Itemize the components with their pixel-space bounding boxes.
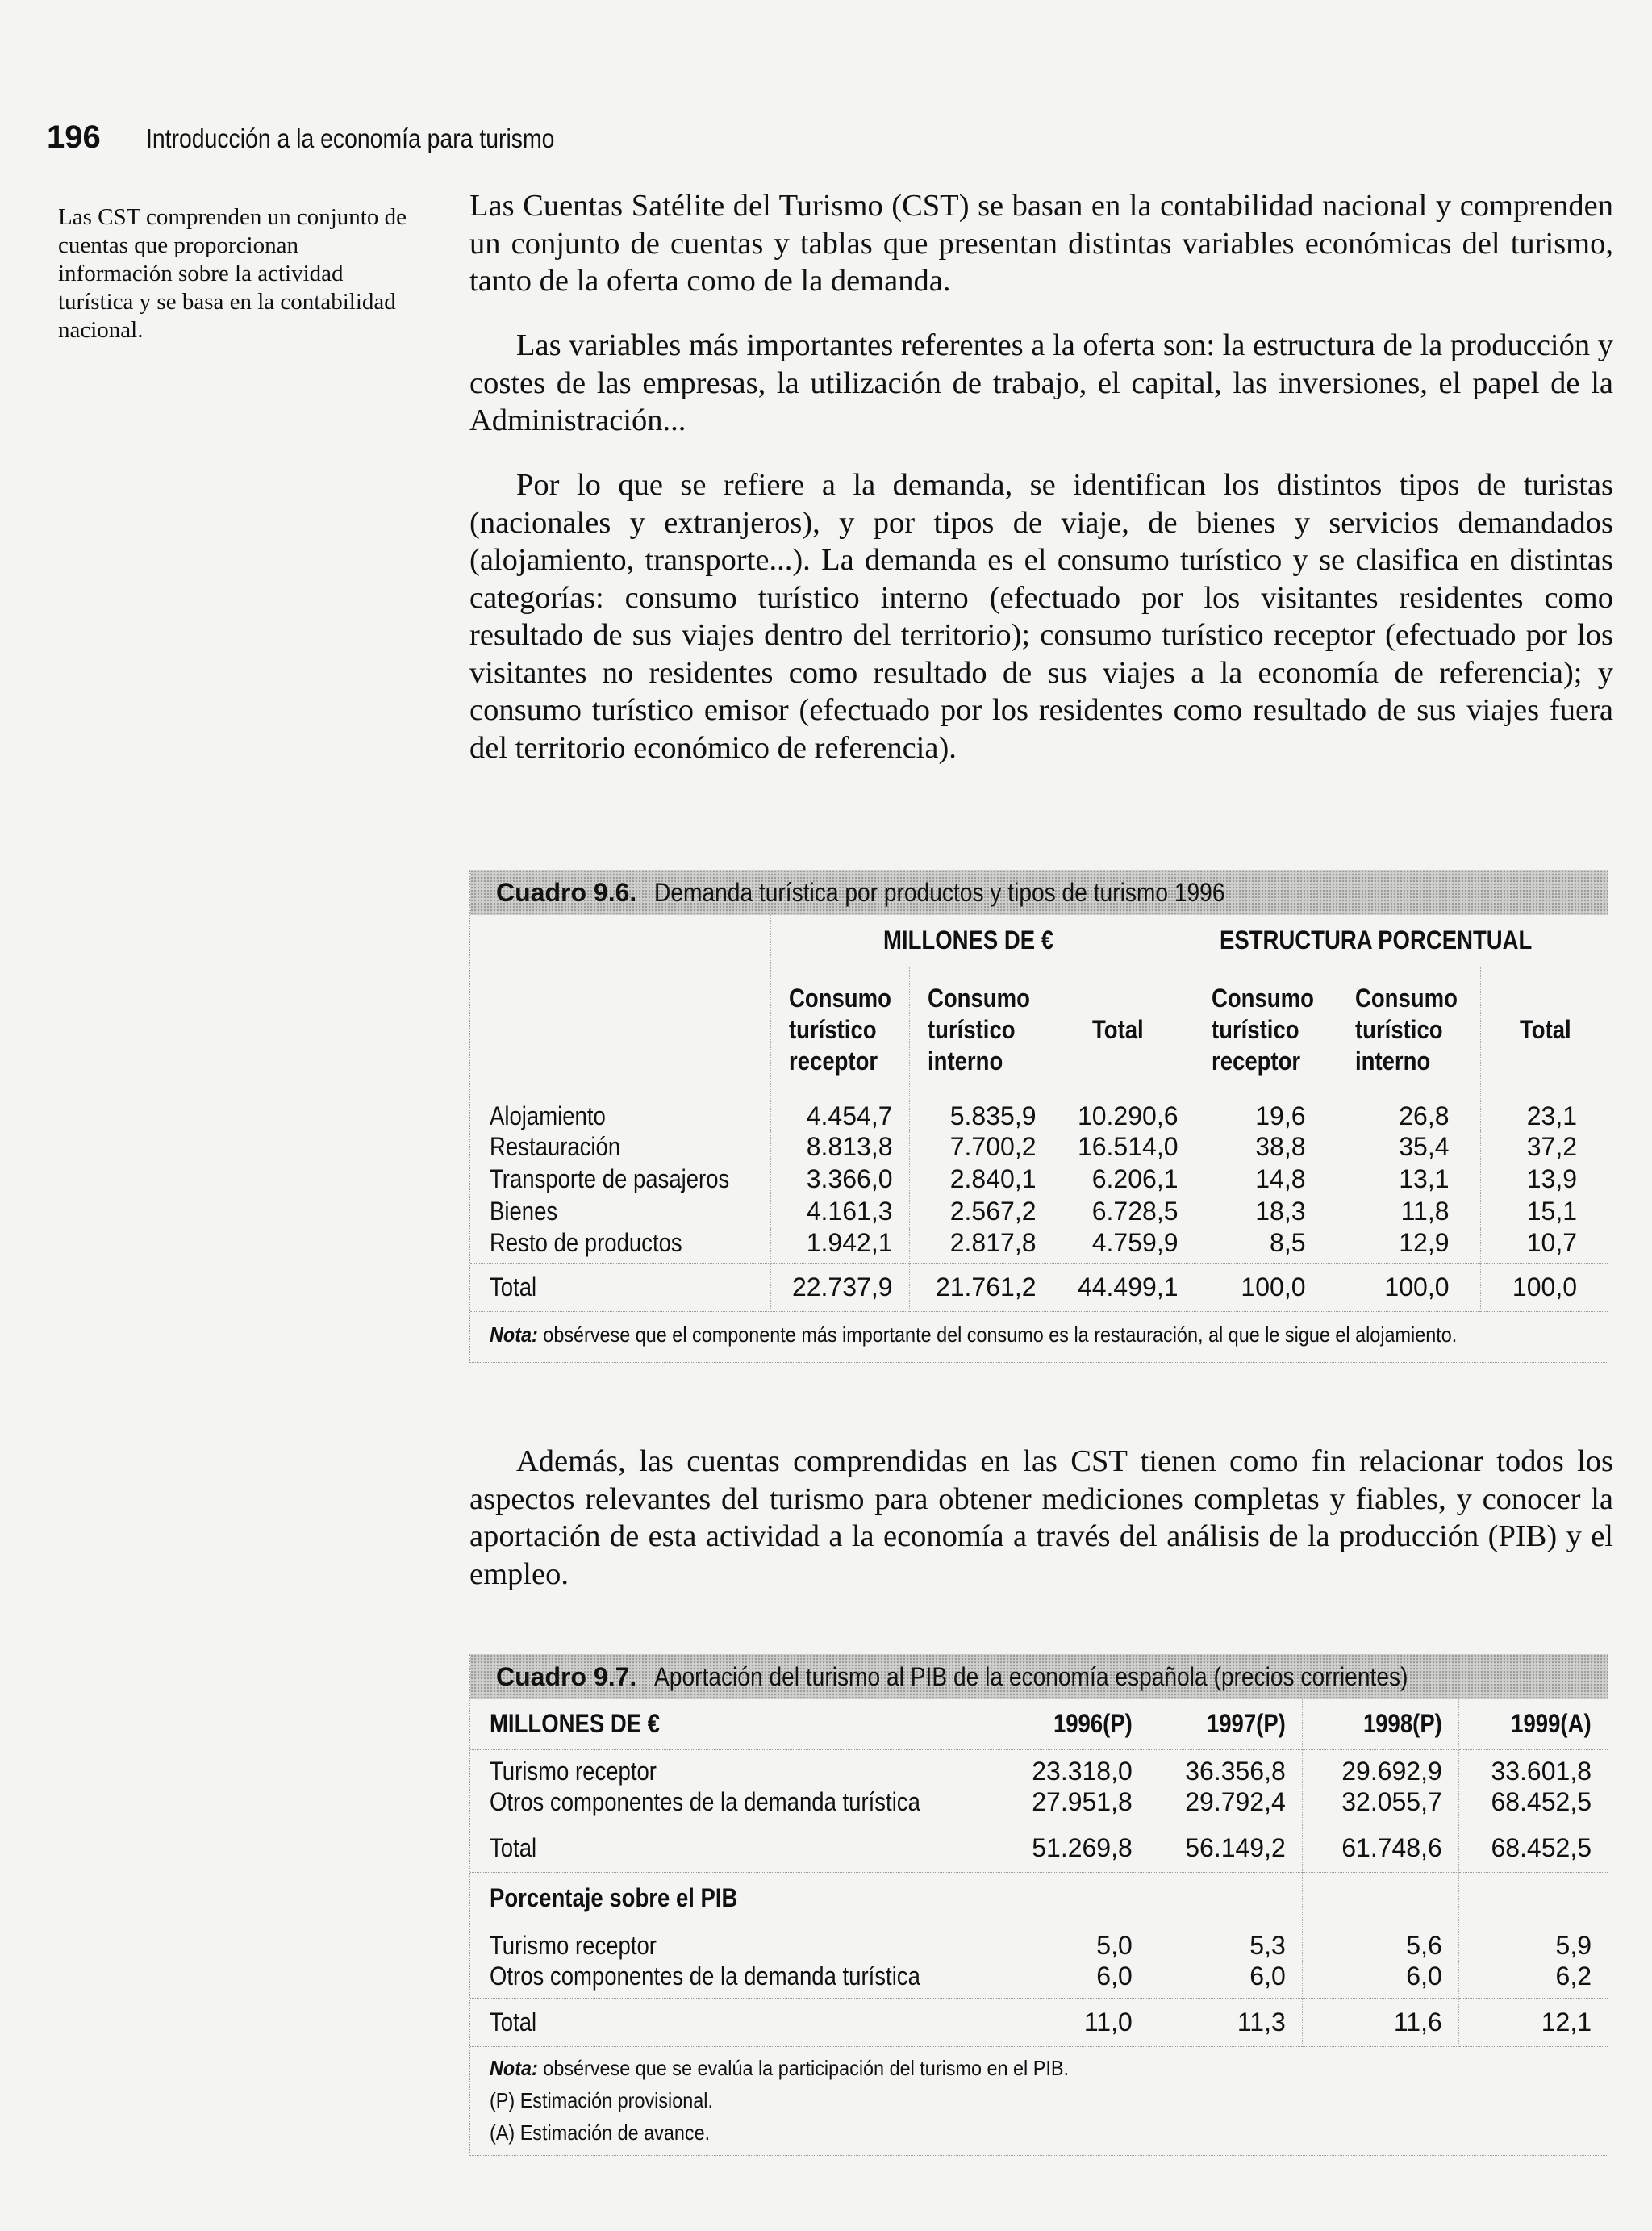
cell-value: 11,0	[991, 1998, 1149, 2046]
col-header-pct-total: Total	[1480, 967, 1608, 1093]
table-row	[470, 1961, 1608, 1998]
cell-value: 6.728,5	[1053, 1196, 1195, 1228]
cell-value: 6,0	[991, 1961, 1149, 1998]
row-label: Total	[470, 1824, 991, 1872]
cell-value: 11,8	[1337, 1196, 1480, 1228]
table-9-6-grid	[470, 915, 1608, 1362]
cell-value: 29.692,9	[1302, 1749, 1458, 1786]
cell-value: 56.149,2	[1149, 1824, 1302, 1872]
year-header: 1998(P)	[1302, 1699, 1458, 1749]
cell-value: 3.366,0	[770, 1164, 909, 1196]
row-label: Bienes	[490, 1197, 558, 1226]
cell-value: 16.514,0	[1053, 1131, 1195, 1164]
row-label: Otros componentes de la demanda turística	[490, 1962, 920, 1991]
cell-value: 5,9	[1458, 1924, 1608, 1961]
table-9-7-unit-header: MILLONES DE €	[490, 1709, 661, 1739]
cell-value: 100,0	[1195, 1264, 1337, 1312]
cell-value: 12,9	[1337, 1228, 1480, 1264]
table-total-row	[470, 1998, 1608, 2046]
table-9-6-label: Cuadro 9.6.	[496, 877, 637, 907]
cell-value: 10.290,6	[1053, 1093, 1195, 1131]
cell-value: 32.055,7	[1302, 1786, 1458, 1824]
cell-value: 6,2	[1458, 1961, 1608, 1998]
row-label: Turismo receptor	[470, 1749, 991, 1786]
year-header: 1997(P)	[1149, 1699, 1302, 1749]
cell-value: 23,1	[1480, 1093, 1608, 1131]
cell-value: 33.601,8	[1458, 1749, 1608, 1786]
cell-value: 2.840,1	[909, 1164, 1053, 1196]
table-9-6-title: Demanda turística por productos y tipos de turismo 1996	[654, 877, 1225, 907]
cell-value: 35,4	[1337, 1131, 1480, 1164]
cell-value: 11,3	[1149, 1998, 1302, 2046]
cell-value: 19,6	[1195, 1093, 1337, 1131]
table-9-7	[469, 1654, 1608, 2156]
cell-value: 61.748,6	[1302, 1824, 1458, 1872]
cell-value: 8,5	[1195, 1228, 1337, 1264]
year-header: 1999(A)	[1458, 1699, 1608, 1749]
row-label: Total	[470, 1998, 991, 2046]
table-row	[470, 1164, 1608, 1196]
table-9-7-title: Aportación del turismo al PIB de la economía española (precios corrientes)	[654, 1661, 1408, 1691]
cell-value: 38,8	[1195, 1131, 1337, 1164]
cell-value: 4.161,3	[770, 1196, 909, 1228]
cell-value: 100,0	[1480, 1264, 1608, 1312]
cell-value: 2.567,2	[909, 1196, 1053, 1228]
note-provisional: (P) Estimación provisional.	[490, 2087, 714, 2112]
cell-value: 7.700,2	[909, 1131, 1053, 1164]
note-avance: (A) Estimación de avance.	[490, 2120, 711, 2145]
running-title: Introducción a la economía para turismo	[145, 123, 555, 153]
page-header	[47, 119, 621, 160]
paragraph-aportacion: Además, las cuentas comprendidas en las CST tienen como fin relacionar todos los aspectos relevantes del turismo para obtener mediciones completas y fiables, y conocer la aportación de esta actividad a la economía a través del análisis de la producción (PIB) y el empleo.	[469, 1444, 1613, 1591]
year-header: 1996(P)	[991, 1699, 1149, 1749]
cell-value: 10,7	[1480, 1228, 1608, 1264]
pct-section-title: Porcentaje sobre el PIB	[470, 1872, 991, 1924]
row-label: Total	[470, 1264, 770, 1312]
table-9-6	[469, 870, 1608, 1363]
cell-value: 27.951,8	[991, 1786, 1149, 1824]
table-row	[470, 1093, 1608, 1131]
cell-value: 6,0	[1149, 1961, 1302, 1998]
paragraph-demanda: Por lo que se refiere a la demanda, se identifican los distintos tipos de turistas (nacionales y extranjeros), y por tipos de viaje, de bienes y servicios demandados (alojamiento, transporte...). La demanda es el consumo turístico y se clasifica en distintas categorías: consumo turístico interno (efectuado por los visitantes residentes como resultado de sus viajes dentro del territorio); consumo turístico receptor (efectuado por los visitantes no residentes como resultado de sus viajes a la economía de referencia); y consumo turístico emisor (efectuado por los residentes como resultado de sus viajes fuera del territorio económico de referencia).	[469, 468, 1613, 765]
row-label: Resto de productos	[490, 1227, 682, 1257]
table-row	[470, 1924, 1608, 1961]
col-header-pct-receptor: Consumo turístico receptor	[1195, 967, 1337, 1093]
cell-value: 29.792,4	[1149, 1786, 1302, 1824]
table-9-6-note: Nota: obsérvese que el componente más importante del consumo es la restauración, al que le sigue el alojamiento.	[470, 1312, 1608, 1363]
cell-value: 68.452,5	[1458, 1824, 1608, 1872]
table-row	[470, 1196, 1608, 1228]
col-header-receptor: Consumo turístico receptor	[770, 967, 909, 1093]
cell-value: 4.454,7	[770, 1093, 909, 1131]
table-9-7-label: Cuadro 9.7.	[496, 1661, 637, 1691]
cell-value: 1.942,1	[770, 1228, 909, 1264]
table-9-7-caption	[470, 1654, 1608, 1699]
table-row	[470, 1228, 1608, 1264]
cell-value: 11,6	[1302, 1998, 1458, 2046]
table-row	[470, 1786, 1608, 1824]
cell-value: 26,8	[1337, 1093, 1480, 1131]
cell-value: 15,1	[1480, 1196, 1608, 1228]
cell-value: 18,3	[1195, 1196, 1337, 1228]
col-header-pct-interno: Consumo turístico interno	[1337, 967, 1480, 1093]
cell-value: 100,0	[1337, 1264, 1480, 1312]
row-label: Restauración	[490, 1132, 621, 1161]
cell-value: 8.813,8	[770, 1131, 909, 1164]
cell-value: 5,6	[1302, 1924, 1458, 1961]
cell-value: 13,1	[1337, 1164, 1480, 1196]
group-estructura-header: ESTRUCTURA PORCENTUAL	[1195, 915, 1608, 967]
table-total-row	[470, 1264, 1608, 1312]
page-number: 196	[47, 119, 101, 155]
cell-value: 2.817,8	[909, 1228, 1053, 1264]
cell-value: 36.356,8	[1149, 1749, 1302, 1786]
cell-value: 22.737,9	[770, 1264, 909, 1312]
cell-value: 6.206,1	[1053, 1164, 1195, 1196]
cell-value: 5,3	[1149, 1924, 1302, 1961]
cell-value: 23.318,0	[991, 1749, 1149, 1786]
col-header-total: Total	[1053, 967, 1195, 1093]
paragraph-cst-intro: Las Cuentas Satélite del Turismo (CST) se basan en la contabilidad nacional y comprenden un conjunto de cuentas y tablas que presentan distintas variables económicas del turismo, tanto de la oferta como de la demanda.	[469, 189, 1613, 298]
cell-value: 14,8	[1195, 1164, 1337, 1196]
cell-value: 6,0	[1302, 1961, 1458, 1998]
table-9-6-caption	[470, 870, 1608, 915]
table-9-7-grid	[470, 1699, 1608, 2155]
row-label: Transporte de pasajeros	[490, 1164, 730, 1193]
col-header-interno: Consumo turístico interno	[909, 967, 1053, 1093]
cell-value: 68.452,5	[1458, 1786, 1608, 1824]
cell-value: 4.759,9	[1053, 1228, 1195, 1264]
cell-value: 13,9	[1480, 1164, 1608, 1196]
table-total-row	[470, 1824, 1608, 1872]
cell-value: 5,0	[991, 1924, 1149, 1961]
cell-value: 51.269,8	[991, 1824, 1149, 1872]
table-row	[470, 1131, 1608, 1164]
paragraph-oferta: Las variables más importantes referentes a la oferta son: la estructura de la producción y costes de las empresas, la utilización de trabajo, el capital, las inversiones, el papel de la Administración...	[469, 328, 1613, 437]
row-label: Alojamiento	[470, 1093, 770, 1131]
table-row	[470, 1749, 1608, 1786]
margin-note: Las CST comprenden un conjunto de cuentas que proporcionan información sobre la actividad turística y se basa en la contabilidad nacional.	[58, 204, 407, 343]
cell-value: 21.761,2	[909, 1264, 1053, 1312]
cell-value: 12,1	[1458, 1998, 1608, 2046]
cell-value: 44.499,1	[1053, 1264, 1195, 1312]
cell-value: 5.835,9	[909, 1093, 1053, 1131]
group-millones-header: MILLONES DE €	[770, 915, 1195, 967]
row-label: Otros componentes de la demanda turística	[490, 1787, 920, 1817]
table-9-7-note: Nota: obsérvese que se evalúa la participación del turismo en el PIB. (P) Estimación provisional. (A) Estimación de avance.	[470, 2046, 1608, 2155]
cell-value: 37,2	[1480, 1131, 1608, 1164]
row-label: Turismo receptor	[470, 1924, 991, 1961]
